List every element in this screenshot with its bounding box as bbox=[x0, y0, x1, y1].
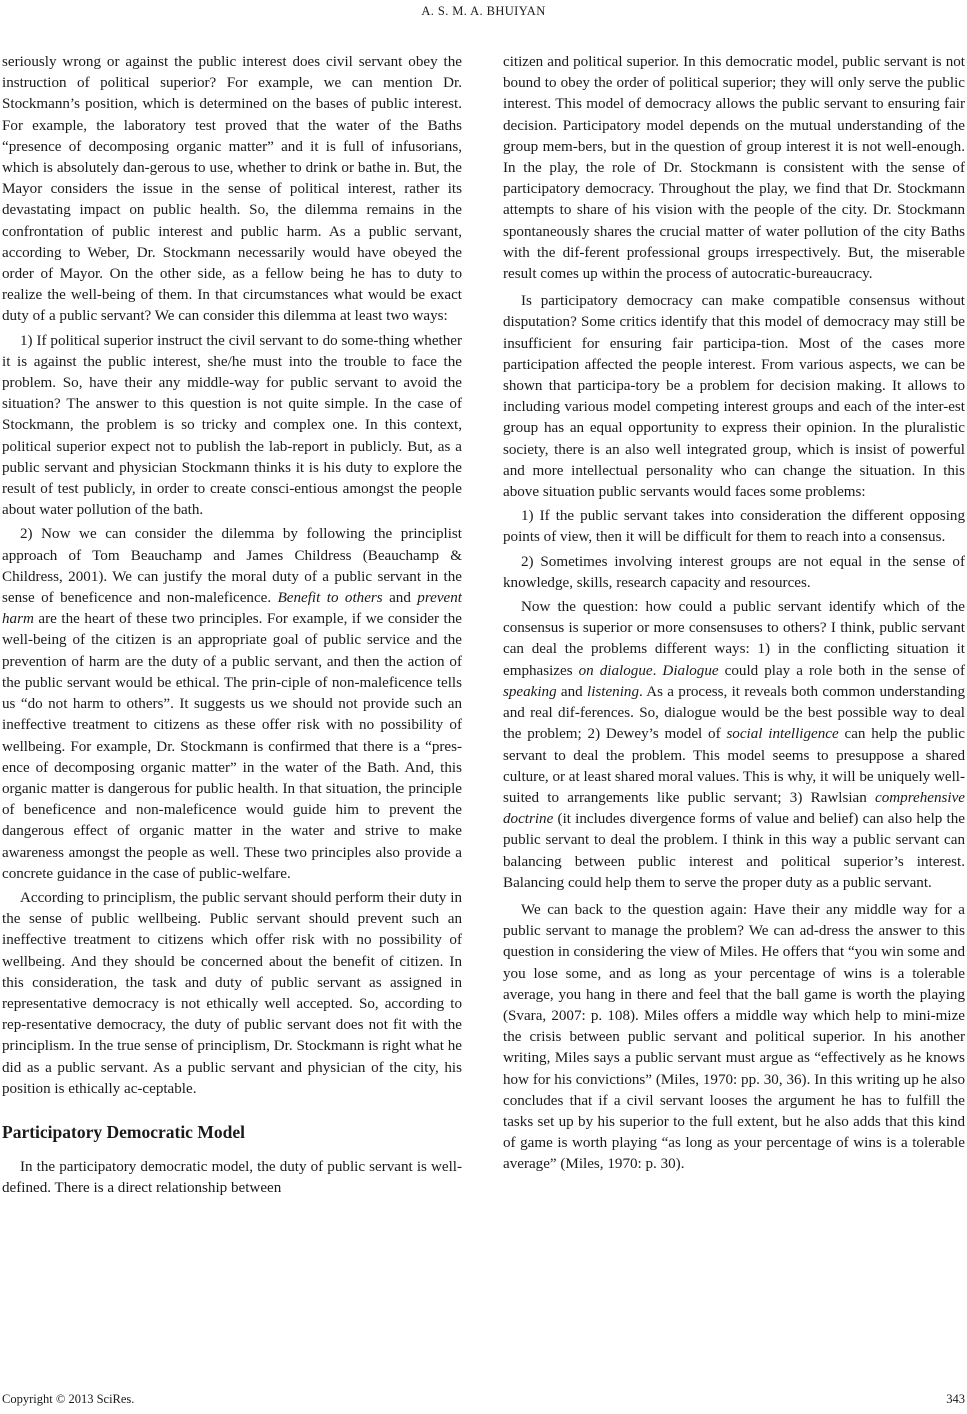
paragraph: seriously wrong or against the public interest does civil servant obey the instruction of political superior? For example, we can mention Dr. Stockmann’s position, which is determined on the bases of public interest. For example, the laboratory test proved that the water of the Baths “presence of decomposing organic matter” and it is full of infusorians, which is absolutely dan-gerous to use, whether to drink or bathe in. But, the Mayor considers the issue in the sense of political interest, rather its devastating impact on public health. So, the dilemma remains in the confrontation of public interest and public harm. As a public servant, according to Weber, Dr. Stockmann necessarily would have obeyed the order of Mayor. On the other side, as a fellow being he has to duty to realize the well-being of them. In that circumstances what would be exact duty of a public servant? We can consider this dilemma at least two ways: bbox=[2, 54, 462, 325]
text-run: are the heart of these two principles. For example, if we consider the well-being of the citizen is an appropriate goal of public service and the prevention of harm are the duty of a public servant, and then the action of the public servant would be ethical. The prin-ciple of non-maleficence tells us “do not harm to others”. It suggests us we should not provide such an ineffective treatment to citizens as these offer risk with no possibility of wellbeing. For example, Dr. Stockmann is confirmed that there is a “pres-ence of decomposing organic matter” in the water of the Bath. And, this organic matter is dangerous for public health. In that situation, the principle of beneficence and non-maleficence would guide him to prevent the dangerous effect of organic matter in the water and strive to make awareness amongst the people as well. These two principles also provide a concrete guidance in the case of public-welfare. bbox=[2, 611, 462, 882]
page-number: 343 bbox=[946, 1392, 965, 1406]
paragraph: 2) Sometimes involving interest groups are not equal in the sense of knowledge, skills, research capacity and resources. bbox=[503, 553, 965, 591]
copyright-notice: Copyright © 2013 SciRes. bbox=[2, 1392, 135, 1406]
left-column bbox=[2, 52, 462, 1203]
emphasis: speaking bbox=[503, 683, 557, 700]
text-run: and bbox=[382, 590, 418, 607]
paragraph: 1) If the public servant takes into consideration the different opposing points of view, then it will be difficult for them to reach into a consensus. bbox=[503, 508, 965, 546]
text-run: . bbox=[652, 662, 663, 679]
emphasis: comprehensive doctrine bbox=[503, 789, 965, 828]
text-run: 2) Now we can consider the dilemma by following the principlist approach of Tom Beauchamp and James Childress (Beauchamp & Childress, 2001). We can justify the moral duty of a public servant in the sense of beneficence and non-maleficence. bbox=[2, 526, 462, 607]
paragraph: We can back to the question again: Have their any middle way for a public servant to manage the problem? We can ad-dress the answer to this question in considering the view of Miles. He offers that “you win some and you lose some, and as long as your percentage of wins is a tolerable average, you hang in there and feel that the ball game is worth the playing (Svara, 2007: p. 108). Miles offers a middle way which help to mini-mize the crisis between public servant and political superior. In his another writing, Miles says a public servant must argue as “effectively as he knows how for his convictions” (Miles, 1970: pp. 30, 36). In this writing up he also concludes that if a civil servant looses the argument he has to fulfill the tasks set up by his superior to the full extent, but he also adds that this kind of game is worth playing “as long as your percentage of wins is a tolerable average” (Miles, 1970: p. 30). bbox=[503, 901, 965, 1173]
emphasis: listening bbox=[587, 683, 640, 700]
right-column bbox=[503, 52, 965, 1179]
paragraph: citizen and political superior. In this democratic model, public servant is not bound to obey the order of political superior; they will only serve the public interest. This model of democracy allows the public servant to ensuring fair decision. Participatory model depends on the mutual understanding of the group mem-bers, but in the question of group interest it is not well-enough. In the play, the role of Dr. Stockmann is consistent with the sense of participatory democracy. Throughout the play, we find that Dr. Stockmann attempts to share of his vision with the people of the city. Dr. Stockmann spontaneously shares the crucial matter of water pollution of the city Baths with the dif-ferent professional groups irrespectively. But, the miserable result comes up within the process of autocratic-bureaucracy. bbox=[503, 54, 965, 283]
paragraph: In the participatory democratic model, the duty of public servant is well-defined. There is a direct relationship between bbox=[2, 1159, 462, 1197]
paragraph: 1) If political superior instruct the civil servant to do some-thing whether it is against the public interest, she/he must into the trouble to face the problem. So, have their any middle-way for public servant to avoid the situation? The answer to this question is not quite simple. In the case of Stockmann, the problem is so tricky and complex one. In this context, political superior expect not to publish the lab-report in publicly. But, as a public servant and physician Stockmann thinks it is his duty to explore the result of test publicly, in order to create consci-entious amongst the people about water pollution of the bath. bbox=[2, 332, 462, 519]
text-run: could play a role both in the sense of bbox=[718, 662, 965, 679]
text-run: and bbox=[556, 683, 588, 700]
page-footer bbox=[2, 1392, 965, 1407]
text-run: (it includes divergence forms of value and belief) can also help the public servant to deal the problem. I think in this way a public servant can balancing between public interest and political superior’s interest. Balancing could help them to serve the proper duty as a public servant. bbox=[503, 811, 965, 891]
paragraph bbox=[503, 597, 965, 894]
emphasis: prevent harm bbox=[2, 590, 462, 628]
paragraph bbox=[2, 524, 462, 884]
emphasis: social intelligence bbox=[726, 726, 839, 743]
text-run: Now the question: how could a public servant identify which of the consensus is superior or more consensuses to others? I think, public servant can deal the problems different ways: 1) in the conflicting situation it emphasizes bbox=[503, 599, 965, 679]
paragraph: According to principlism, the public servant should perform their duty in the sense of public wellbeing. Public servant should prevent such an ineffective treatment to citizens which offer risk with no possibility of wellbeing. And they should be concerned about the benefit of citizen. In this consideration, the task and duty of public servant as assigned in representative democracy is not ethically well accepted. So, according to rep-resentative democracy, the duty of public servant does not fit with the principlism. In the true sense of principlism, Dr. Stockmann is right what he did as a public servant. As a public servant and physician of the city, his position is ethically ac-ceptable. bbox=[2, 889, 462, 1097]
emphasis: Dialogue bbox=[662, 662, 719, 679]
text-run: can help the public servant to deal the problem. This model seems to presuppose a shared culture, or at least shared moral values. This is why, it will be uniquely well-suited to arrangements like public servant; 3) Rawlsian bbox=[503, 726, 966, 806]
running-head: A. S. M. A. BHUIYAN bbox=[421, 4, 546, 18]
emphasis: on dialogue bbox=[578, 662, 653, 679]
paragraph: Is participatory democracy can make compatible consensus without disputation? Some critics identify that this model of democracy may still be insufficient for ensuring fair participa-tion. Most of the cases more participation affected the people interest. From various aspects, we can be shown that participa-tory be a problem for decision making. It allows to including various model competing interest groups and each of the inter-est group has an equal opportunity to express their opinion. In the pluralistic society, there is an also well integrated group, which is insist of powerful and more intellectual personality who can change the situation. In this above situation public servants would faces some problems: bbox=[503, 293, 965, 501]
emphasis: Benefit to others bbox=[277, 590, 383, 607]
text-run: . As a process, it reveals both common understanding and real dif-ferences. So, dialogue would be the best possible way to deal the problem; 2) Dewey’s model of bbox=[503, 683, 966, 743]
section-heading: Participatory Democratic Model bbox=[2, 1121, 245, 1142]
